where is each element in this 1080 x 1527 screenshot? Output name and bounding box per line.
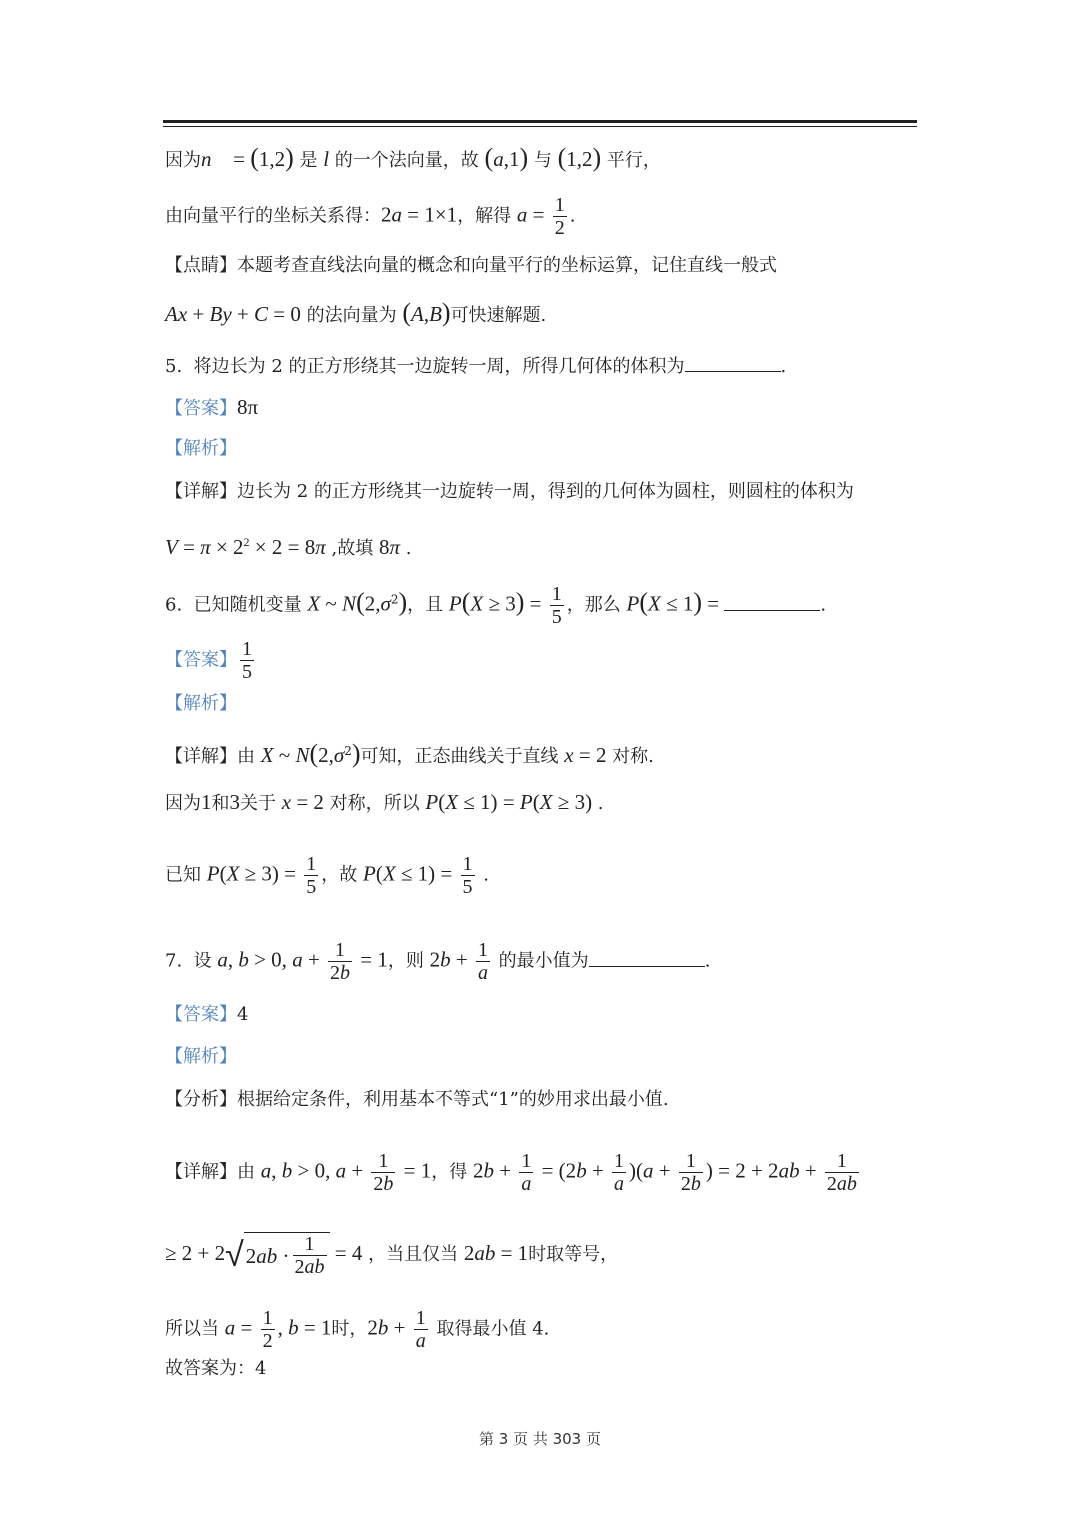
analysis-label-6: 【解析】 (165, 693, 237, 714)
answer-5: 【答案】8π (165, 395, 259, 419)
question-7: 7. 设 a, b > 0, a + $\frac{1}{2b}$ = 1，则 2b + $\frac{1}{a}$ 的最小值为 . (165, 939, 711, 984)
detail-5a: 【详解】边长为 2 的正方形绕其一边旋转一周，得到的几何体为圆柱，则圆柱的体积为 (165, 481, 854, 502)
analysis-7: 【分析】根据给定条件，利用基本不等式“1”的妙用求出最小值. (165, 1089, 669, 1110)
detail-7a: 【详解】由 a, b > 0, a + $\frac{1}{2b}$ = 1，得 2b + $\frac{1}{a}$ = (2b + $\frac{1}{a}$ )(a + $\frac{1}{2b}$ ) = 2 + 2ab + $\frac{1}{2ab}$ (165, 1150, 857, 1195)
answer-7: 【答案】4 (165, 1004, 249, 1025)
note-line-2: Ax + By + C = 0 的法向量为 (A,B)可快速解题. (165, 298, 547, 327)
text-line-2: 由向量平行的坐标关系得：2a = 1×1，解得 a = $\frac{1}{2}$ . (165, 194, 576, 239)
detail-7b: ≥ 2 + 2 √ 2ab · $\frac{1}{2ab}$ = 4 ，当且仅当 2ab = 1时取等号， (165, 1233, 619, 1278)
detail-6c: 已知 P(X ≥ 3) = $\frac{1}{5}$ ，故 P(X ≤ 1) = $\frac{1}{5}$ . (165, 853, 489, 898)
text-line-1: 因为n⃗ = (1,2) 是 l 的一个法向量，故 (a,1) 与 (1,2) 平行， (165, 143, 661, 172)
analysis-label-7: 【解析】 (165, 1046, 237, 1067)
analysis-label-5: 【解析】 (165, 438, 237, 459)
header-rule-thin (163, 126, 917, 127)
detail-6a: 【详解】由 X ~ $N(2,\sigma^2)$可知，正态曲线关于直线 x = 2 对称. (165, 739, 654, 768)
detail-7c: 所以当 a = $\frac{1}{2}$ , b = 1时，2b + $\frac{1}{a}$ 取得最小值 4. (165, 1307, 550, 1352)
sqrt-symbol: √ 2ab · $\frac{1}{2ab}$ (225, 1232, 329, 1278)
question-6: 6. 已知随机变量 X ~ $N(2,\sigma^2)$，且 P(X ≥ 3) = $\frac{1}{5}$ ，那么 P(X ≤ 1) = . (165, 583, 827, 628)
question-5: 5. 将边长为 2 的正方形绕其一边旋转一周，所得几何体的体积为 . (165, 353, 786, 379)
detail-7d: 故答案为：4 (165, 1358, 267, 1379)
answer-6: 【答案】 $\frac{1}{5}$ (165, 638, 252, 683)
page-footer: 第 3 页 共 303 页 (478, 1430, 601, 1448)
header-rule-thick (163, 120, 917, 123)
note-line: 【点睛】本题考查直线法向量的概念和向量平行的坐标运算，记住直线一般式 (165, 255, 777, 276)
detail-6b: 因为1和3关于 x = 2 对称，所以 P(X ≤ 1) = P(X ≥ 3) . (165, 790, 604, 814)
detail-5b: $V = \pi \times 2^2 \times 2 = 8\pi$ ,故填 8π . (165, 535, 412, 559)
